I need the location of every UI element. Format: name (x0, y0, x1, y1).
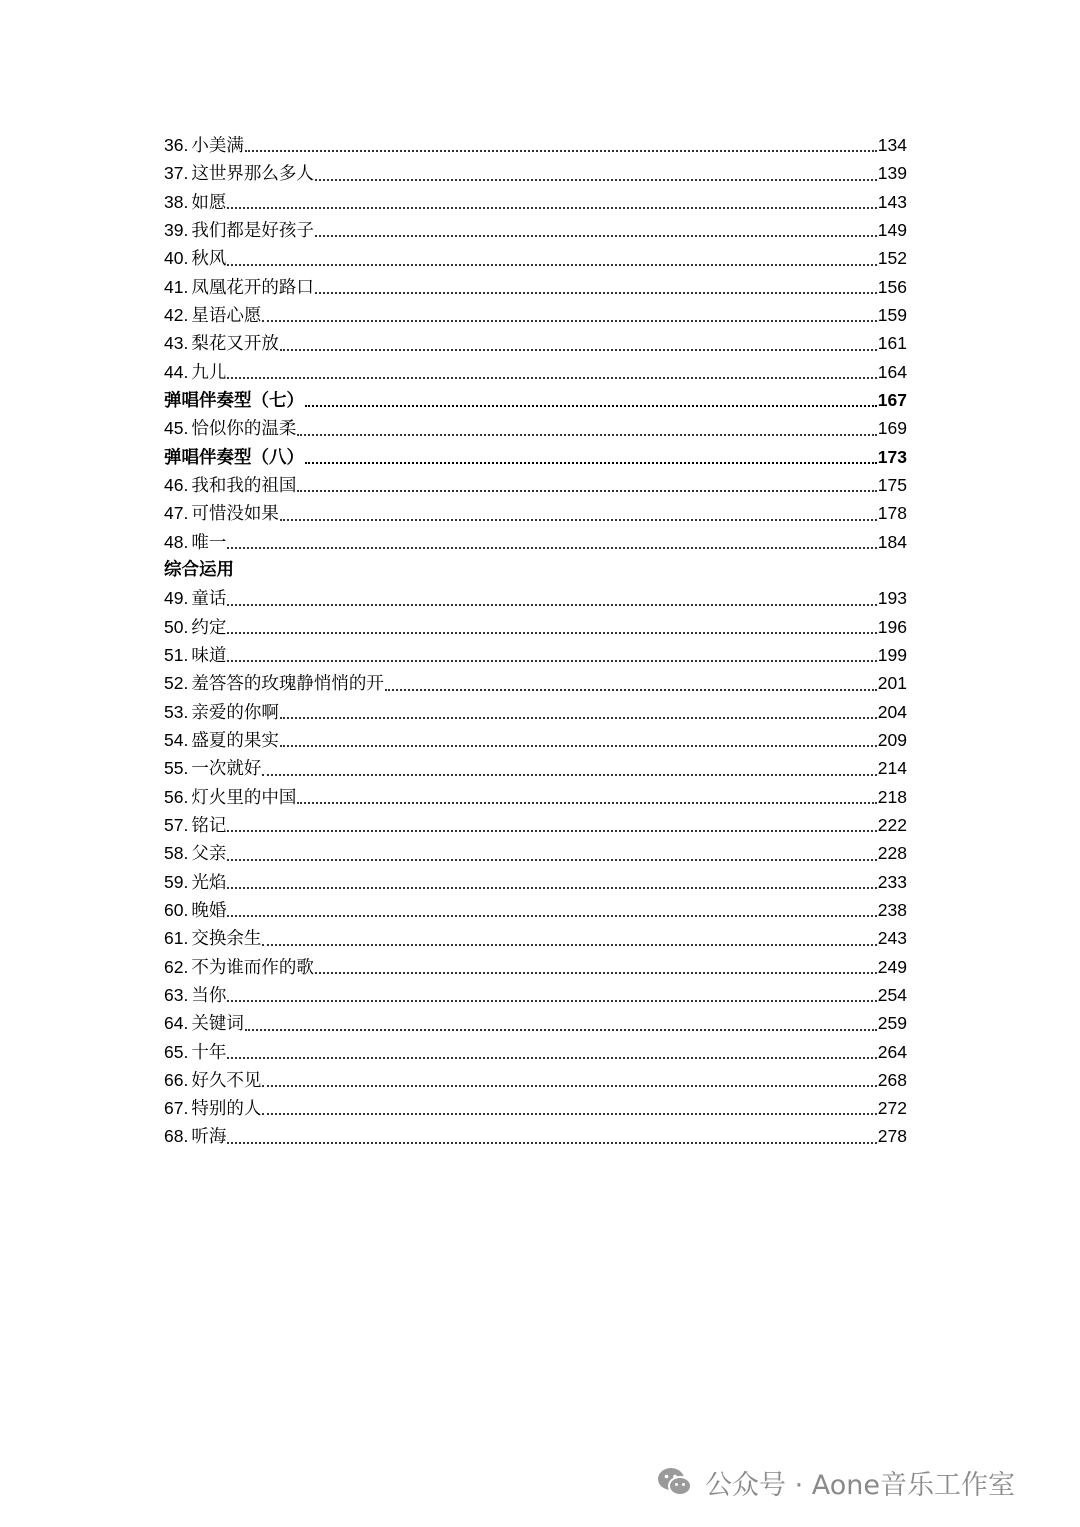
toc-entry[interactable] (164, 244, 907, 272)
toc-entry-title: 羞答答的玫瑰静悄悄的开 (191, 674, 384, 695)
toc-entry-title: 童话 (191, 589, 227, 610)
dot-leader (262, 1113, 876, 1115)
toc-section-heading[interactable] (164, 386, 907, 414)
dot-leader (227, 830, 876, 832)
toc-page-number: 199 (877, 644, 907, 665)
toc-entry-title: 这世界那么多人 (191, 164, 314, 185)
toc-section-heading[interactable] (164, 443, 907, 471)
toc-entry-number: 59. (164, 871, 189, 892)
dot-leader (315, 235, 877, 237)
toc-entry-number: 63. (164, 984, 189, 1005)
toc-page-number: 214 (877, 758, 907, 779)
toc-entry-title: 九儿 (191, 362, 227, 383)
toc-entry[interactable] (164, 868, 907, 896)
toc-entry-number: 49. (164, 588, 189, 609)
toc-entry-title: 凤凰花开的路口 (191, 277, 314, 298)
toc-entry-title: 恰似你的温柔 (191, 419, 297, 440)
toc-section-heading[interactable] (164, 556, 907, 584)
toc-entry[interactable] (164, 754, 907, 782)
dot-leader (227, 207, 876, 209)
dot-leader (227, 859, 876, 861)
table-of-contents (164, 131, 907, 1151)
dot-leader (227, 377, 876, 379)
toc-entry[interactable] (164, 783, 907, 811)
toc-page-number: 228 (877, 843, 907, 864)
toc-entry-title: 味道 (191, 645, 227, 666)
toc-entry-title: 不为谁而作的歌 (191, 957, 314, 978)
toc-entry-number: 45. (164, 418, 189, 439)
toc-entry-number: 44. (164, 361, 189, 382)
toc-entry-number: 50. (164, 616, 189, 637)
toc-entry-number: 36. (164, 135, 189, 155)
toc-entry-number: 55. (164, 758, 189, 779)
toc-entry-title: 我们都是好孩子 (191, 220, 314, 241)
toc-entry-title: 灯火里的中国 (191, 787, 297, 808)
toc-page-number: 264 (877, 1041, 907, 1062)
toc-entry-title: 综合运用 (164, 559, 234, 580)
toc-page-number: 222 (877, 814, 907, 835)
toc-entry-number: 53. (164, 701, 189, 722)
toc-page-number: 152 (877, 248, 907, 269)
toc-entry[interactable] (164, 528, 907, 556)
toc-page-number: 278 (877, 1126, 907, 1147)
toc-entry-title: 唯一 (191, 532, 227, 553)
toc-entry-title: 父亲 (191, 844, 227, 865)
toc-entry[interactable] (164, 1122, 907, 1150)
dot-leader (227, 264, 876, 266)
dot-leader (305, 462, 877, 464)
toc-entry-number: 56. (164, 786, 189, 807)
toc-entry[interactable] (164, 924, 907, 952)
toc-entry-number: 47. (164, 503, 189, 524)
toc-entry-title: 小美满 (191, 136, 244, 156)
toc-entry-number: 38. (164, 191, 189, 212)
toc-entry-title: 听海 (191, 1127, 227, 1148)
dot-leader (227, 915, 876, 917)
toc-entry[interactable] (164, 584, 907, 612)
toc-entry[interactable] (164, 301, 907, 329)
toc-entry-number: 67. (164, 1098, 189, 1119)
toc-entry[interactable] (164, 669, 907, 697)
toc-page-number: 254 (877, 984, 907, 1005)
wechat-icon (655, 1462, 695, 1502)
dot-leader (227, 1000, 876, 1002)
toc-entry-number: 52. (164, 673, 189, 694)
dot-leader (315, 292, 877, 294)
toc-entry-number: 66. (164, 1069, 189, 1090)
dot-leader (227, 1057, 876, 1059)
toc-entry-number: 51. (164, 644, 189, 665)
toc-page-number: 149 (877, 219, 907, 240)
toc-entry[interactable] (164, 499, 907, 527)
toc-page-number: 268 (877, 1069, 907, 1090)
dot-leader (280, 349, 877, 351)
toc-entry[interactable] (164, 613, 907, 641)
dot-leader (227, 887, 876, 889)
toc-entry[interactable] (164, 953, 907, 981)
toc-entry-number: 43. (164, 333, 189, 354)
toc-entry-title: 弹唱伴奏型（七） (164, 390, 304, 411)
toc-entry[interactable] (164, 981, 907, 1009)
toc-entry-title: 亲爱的你啊 (191, 702, 279, 723)
toc-page-number: 161 (877, 333, 907, 354)
toc-entry[interactable] (164, 811, 907, 839)
toc-entry-title: 当你 (191, 985, 227, 1006)
dot-leader (227, 547, 876, 549)
toc-page-number: 209 (877, 729, 907, 750)
toc-page-number: 156 (877, 276, 907, 297)
dot-leader (262, 774, 876, 776)
toc-entry[interactable] (164, 358, 907, 386)
toc-page-number: 272 (877, 1098, 907, 1119)
toc-entry-number: 64. (164, 1013, 189, 1034)
watermark (655, 1462, 1015, 1502)
toc-entry[interactable] (164, 159, 907, 187)
toc-entry[interactable] (164, 1009, 907, 1037)
toc-entry-title: 梨花又开放 (191, 334, 279, 355)
toc-page-number: 178 (877, 503, 907, 524)
toc-entry-title: 铭记 (191, 815, 227, 836)
toc-page-number: 173 (877, 446, 907, 467)
dot-leader (315, 179, 877, 181)
toc-entry[interactable] (164, 698, 907, 726)
dot-leader (262, 1085, 876, 1087)
toc-entry[interactable] (164, 839, 907, 867)
toc-page-number: 139 (877, 163, 907, 184)
toc-entry-title: 光焰 (191, 872, 227, 893)
toc-entry-number: 65. (164, 1041, 189, 1062)
toc-entry-number: 40. (164, 248, 189, 269)
toc-entry[interactable] (164, 726, 907, 754)
toc-page-number: 201 (877, 673, 907, 694)
toc-entry-number: 41. (164, 276, 189, 297)
dot-leader (280, 519, 877, 521)
toc-entry[interactable] (164, 414, 907, 442)
toc-page-number: 169 (877, 418, 907, 439)
toc-entry-title: 可惜没如果 (191, 504, 279, 525)
toc-entry[interactable] (164, 188, 907, 216)
toc-entry-number: 60. (164, 899, 189, 920)
toc-entry-title: 星语心愿 (191, 305, 262, 326)
dot-leader (315, 972, 877, 974)
toc-entry[interactable] (164, 896, 907, 924)
toc-entry-title: 晚婚 (191, 900, 227, 921)
toc-entry[interactable] (164, 1094, 907, 1122)
dot-leader (297, 490, 876, 492)
toc-page-number: 134 (877, 135, 907, 155)
toc-page-number: 233 (877, 871, 907, 892)
toc-page-number: 193 (877, 588, 907, 609)
toc-page-number: 184 (877, 531, 907, 552)
toc-page-number: 259 (877, 1013, 907, 1034)
toc-entry-number: 48. (164, 531, 189, 552)
toc-entry-number: 54. (164, 729, 189, 750)
toc-entry[interactable] (164, 1066, 907, 1094)
dot-leader (280, 745, 877, 747)
toc-entry-number: 42. (164, 304, 189, 325)
dot-leader (262, 944, 876, 946)
toc-entry[interactable] (164, 216, 907, 244)
dot-leader (227, 660, 876, 662)
toc-entry-title: 特别的人 (191, 1099, 262, 1120)
toc-page-number: 175 (877, 474, 907, 495)
toc-entry-title: 交换余生 (191, 929, 262, 950)
toc-page-number: 164 (877, 361, 907, 382)
toc-page-number: 143 (877, 191, 907, 212)
toc-entry[interactable] (164, 1038, 907, 1066)
toc-page-number: 204 (877, 701, 907, 722)
toc-entry-number: 57. (164, 814, 189, 835)
toc-page-number: 238 (877, 899, 907, 920)
dot-leader (245, 1029, 877, 1031)
toc-entry[interactable] (164, 471, 907, 499)
dot-leader (245, 150, 877, 152)
dot-leader (385, 689, 877, 691)
watermark-text: 公众号 · Aone音乐工作室 (705, 1469, 1015, 1501)
dot-leader (227, 1142, 876, 1144)
dot-leader (297, 434, 876, 436)
toc-entry-number: 46. (164, 474, 189, 495)
toc-page-number: 243 (877, 928, 907, 949)
toc-page-number: 196 (877, 616, 907, 637)
toc-entry-title: 我和我的祖国 (191, 475, 297, 496)
toc-page-number: 249 (877, 956, 907, 977)
dot-leader (262, 320, 876, 322)
toc-entry-title: 关键词 (191, 1014, 244, 1035)
toc-entry-title: 约定 (191, 617, 227, 638)
toc-entry-title: 盛夏的果实 (191, 730, 279, 751)
toc-page-number: 218 (877, 786, 907, 807)
toc-entry-number: 61. (164, 928, 189, 949)
toc-entry-title: 好久不见 (191, 1070, 262, 1091)
toc-page-number: 159 (877, 304, 907, 325)
toc-entry[interactable] (164, 641, 907, 669)
toc-entry-number: 39. (164, 219, 189, 240)
toc-entry-number: 58. (164, 843, 189, 864)
toc-entry-title: 秋风 (191, 249, 227, 270)
toc-page-number: 167 (877, 389, 907, 410)
dot-leader (297, 802, 876, 804)
toc-entry-number: 37. (164, 163, 189, 184)
toc-entry-title: 如愿 (191, 192, 227, 213)
toc-entry[interactable] (164, 273, 907, 301)
toc-entry-number: 62. (164, 956, 189, 977)
dot-leader (305, 405, 877, 407)
dot-leader (280, 717, 877, 719)
dot-leader (227, 604, 876, 606)
dot-leader (227, 632, 876, 634)
toc-entry-title: 弹唱伴奏型（八） (164, 447, 304, 468)
toc-entry-number: 68. (164, 1126, 189, 1147)
toc-entry-title: 十年 (191, 1042, 227, 1063)
toc-entry-title: 一次就好 (191, 759, 262, 780)
toc-entry[interactable] (164, 329, 907, 357)
toc-entry[interactable] (164, 131, 907, 159)
